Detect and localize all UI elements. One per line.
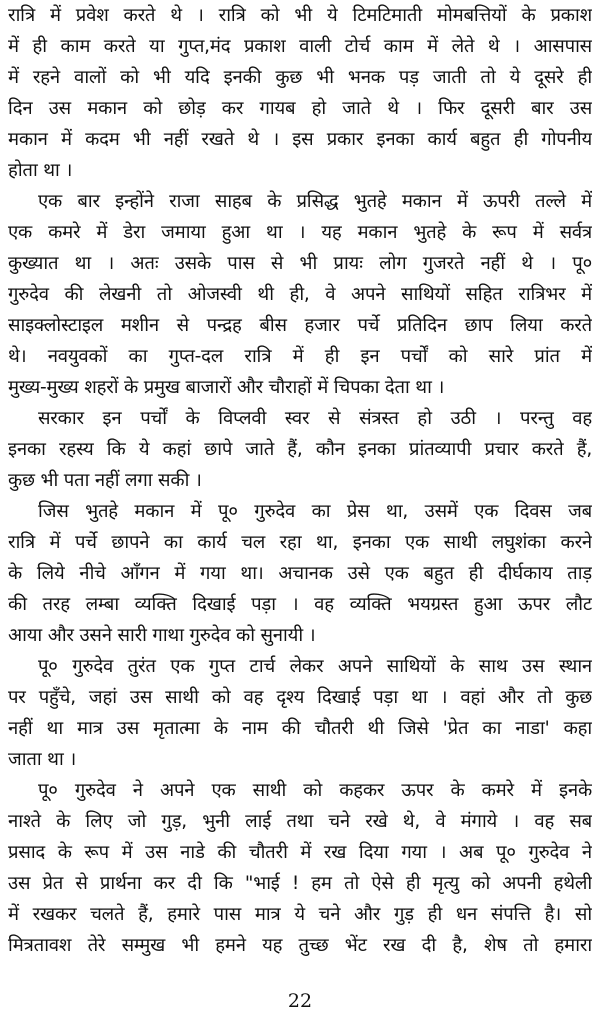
text-line: रात्रि में पर्चे छापने का कार्य चल रहा था, इनका एक साथी लघुशंका करने — [8, 532, 592, 553]
text-line: होता था । — [8, 160, 73, 181]
text-line: कुछ भी पता नहीं लगा सकी । — [8, 470, 202, 491]
text-line: मकान में कदम भी नहीं रखते थे । इस प्रकार इनका कार्य बहुत ही गोपनीय — [8, 129, 592, 150]
text-line: जिस भुतहे मकान में पू० गुरुदेव का प्रेस था, उसमें एक दिवस जब — [38, 501, 592, 522]
paragraph — [8, 496, 592, 651]
text-line: कुख्यात था । अतः उसके पास से भी प्रायः लोग गुजरते नहीं थे । पू० — [8, 253, 592, 274]
text-line: मुख्य-मुख्य शहरों के प्रमुख बाजारों और चौराहों में चिपका देता था । — [8, 377, 445, 398]
paragraph — [8, 186, 592, 403]
text-line: में ही काम करते या गुप्त,मंद प्रकाश वाली टोर्च काम में लेते थे । आसपास — [8, 36, 592, 57]
text-line: इनका रहस्य कि ये कहां छापे जाते हैं, कौन इनका प्रांतव्यापी प्रचार करते हैं, — [8, 439, 592, 460]
text-line: नहीं था मात्र उस मृतात्मा के नाम की चौतरी थी जिसे 'प्रेत का नाडा' कहा — [8, 718, 592, 739]
text-line: प्रसाद के रूप में उस नाडे की चौतरी में रख दिया गया । अब पू० गुरुदेव ने — [8, 842, 592, 863]
text-line: एक कमरे में डेरा जमाया हुआ था । यह मकान भुतहे के रूप में सर्वत्र — [8, 222, 592, 243]
text-line: मित्रतावश तेरे सम्मुख भी हमने यह तुच्छ भेंट रख दी है, शेष तो हमारा — [8, 935, 592, 956]
paragraph — [8, 775, 592, 961]
text-line: के लिये नीचे आँगन में गया था। अचानक उसे एक बहुत ही दीर्घकाय ताड़ — [8, 563, 592, 584]
text-line: जाता था । — [8, 749, 77, 770]
text-line: एक बार इन्होंने राजा साहब के प्रसिद्ध भुतहे मकान में ऊपरी तल्ले में — [38, 191, 592, 212]
text-line: पू० गुरुदेव ने अपने एक साथी को कहकर ऊपर के कमरे में इनके — [38, 780, 592, 801]
paragraph — [8, 403, 592, 496]
text-line: गुरुदेव की लेखनी तो ओजस्वी थी ही, वे अपने साथियों सहित रात्रिभर में — [8, 284, 592, 305]
paragraph — [8, 651, 592, 775]
text-line: थे। नवयुवकों का गुप्त-दल रात्रि में ही इन पर्चों को सारे प्रांत में — [8, 346, 592, 367]
text-line: उस प्रेत से प्रार्थना कर दी कि "भाई ! हम तो ऐसे ही मृत्यु को अपनी हथेली — [8, 873, 592, 894]
page-number: 22 — [287, 990, 313, 1012]
text-line: में रहने वालों को भी यदि इनकी कुछ भी भनक पड़ जाती तो ये दूसरे ही — [8, 67, 592, 88]
paragraph — [8, 0, 592, 186]
text-line: साइक्लोस्टाइल मशीन से पन्द्रह बीस हजार पर्चे प्रतिदिन छाप लिया करते — [8, 315, 592, 336]
text-line: दिन उस मकान को छोड़ कर गायब हो जाते थे । फिर दूसरी बार उस — [8, 98, 592, 119]
text-line: में रखकर चलते हैं, हमारे पास मात्र ये चने और गुड़ ही धन संपत्ति है। सो — [8, 904, 592, 925]
text-line: की तरह लम्बा व्यक्ति दिखाई पड़ा । वह व्यक्ति भयग्रस्त हुआ ऊपर लौट — [8, 594, 592, 615]
text-line: नाश्ते के लिए जो गुड़, भुनी लाई तथा चने रखे थे, वे मंगाये । वह सब — [8, 811, 592, 832]
text-line: सरकार इन पर्चों के विप्लवी स्वर से संत्रस्त हो उठी । परन्तु वह — [38, 408, 592, 429]
text-line: पर पहुँचे, जहां उस साथी को वह दृश्य दिखाई पड़ा था । वहां और तो कुछ — [8, 687, 592, 708]
text-line: पू० गुरुदेव तुरंत एक गुप्त टार्च लेकर अपने साथियों के साथ उस स्थान — [38, 656, 592, 677]
page-body-text — [8, 0, 592, 961]
text-line: आया और उसने सारी गाथा गुरुदेव को सुनायी । — [8, 625, 316, 646]
text-line: रात्रि में प्रवेश करते थे । रात्रि को भी ये टिमटिमाती मोमबत्तियों के प्रकाश — [8, 5, 592, 26]
